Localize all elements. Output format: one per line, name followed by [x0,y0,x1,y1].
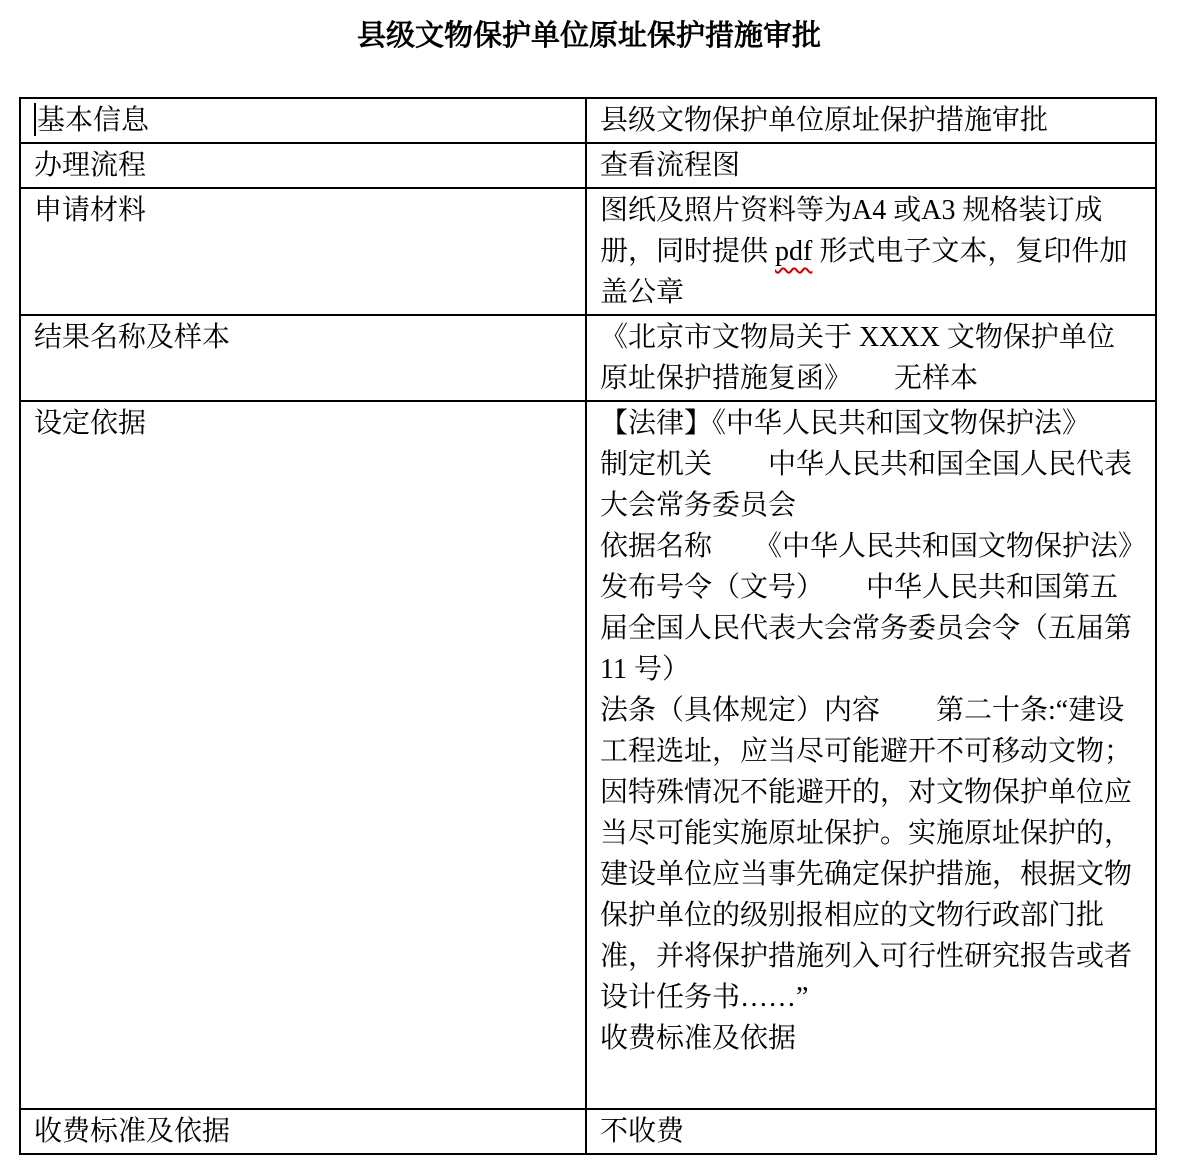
table-row-fee-standard [20,1109,1156,1154]
table-row-basic-info [20,98,1156,143]
cell-value-basic-info[interactable] [586,98,1156,143]
value-basic-info: 县级文物保护单位原址保护措施审批 [600,105,1049,136]
cell-label-application-materials[interactable] [20,188,586,315]
cell-value-application-materials[interactable] [586,188,1156,315]
cell-value-setting-basis[interactable] [586,401,1156,1109]
pdf-misspelled-word: pdf [775,236,813,267]
text-cursor [34,103,36,136]
label-application-materials: 申请材料 [34,195,147,226]
value-result-name-sample: 《北京市文物局关于 XXXX 文物保护单位原址保护措施复函》 无样本 [600,322,1115,394]
materials-text-before: 图纸及照片资料等为A4 或A3 规格装订成册，同时提供 [600,195,1103,267]
info-table [19,97,1157,1155]
setting-basis-law-line: 【法律】《中华人民共和国文物保护法》 [600,408,1091,439]
label-fee-standard: 收费标准及依据 [34,1116,231,1147]
cell-label-process-flow[interactable] [20,143,586,188]
cell-label-result-name-sample[interactable] [20,315,586,401]
label-process-flow: 办理流程 [34,150,147,181]
cell-value-fee-standard[interactable] [586,1109,1156,1154]
label-basic-info: 基本信息 [37,105,150,136]
cell-label-fee-standard[interactable] [20,1109,586,1154]
table-row-process-flow [20,143,1156,188]
cell-value-process-flow[interactable] [586,143,1156,188]
materials-text-after: 形式电子文本，复印件加盖公章 [600,236,1128,308]
view-flowchart-link[interactable]: 查看流程图 [600,150,741,181]
setting-basis-decree-number: 发布号令（文号） 中华人民共和国第五届全国人民代表大会常务委员会令（五届第 11 号） [600,572,1133,685]
table-row-application-materials [20,188,1156,315]
document-title: 县级文物保护单位原址保护措施审批 [356,20,821,52]
cell-label-setting-basis[interactable] [20,401,586,1109]
setting-basis-basis-name: 依据名称 《中华人民共和国文物保护法》 [600,531,1147,562]
label-result-name-sample: 结果名称及样本 [34,322,231,353]
setting-basis-enacting-body: 制定机关 中华人民共和国全国人民代表大会常务委员会 [600,449,1133,521]
cell-value-result-name-sample[interactable] [586,315,1156,401]
table-row-result-name-sample [20,315,1156,401]
setting-basis-article-content: 法条（具体规定）内容 第二十条:“建设工程选址，应当尽可能避开不可移动文物；因特殊情况不能避开的，对文物保护单位应当尽可能实施原址保护。实施原址保护的，建设单位应当事先确定保护措施，根据文物保护单位的级别报相应的文物行政部门批准，并将保护措施列入可行性研究报告或者设计任务书……” [600,695,1133,1013]
value-fee-standard: 不收费 [600,1116,685,1147]
table-row-setting-basis [20,401,1156,1109]
cell-label-basic-info[interactable] [20,98,586,143]
label-setting-basis: 设定依据 [34,408,147,439]
setting-basis-fee-heading: 收费标准及依据 [600,1023,797,1054]
